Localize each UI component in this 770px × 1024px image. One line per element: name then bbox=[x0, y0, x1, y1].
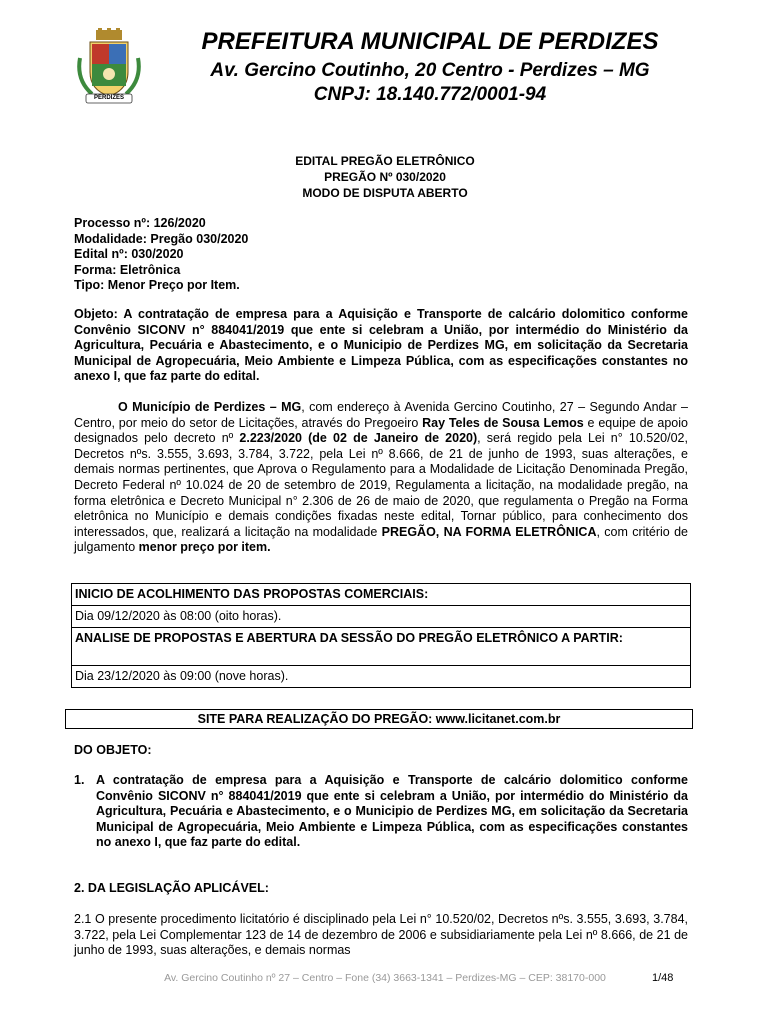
schedule-heading-1: INICIO DE ACOLHIMENTO DAS PROPOSTAS COMERCIAIS: bbox=[75, 587, 429, 601]
meta-tipo: Tipo: Menor Preço por Item. bbox=[74, 278, 240, 292]
municipio-text-3: , será regido pela Lei n° 10.520/02, Decretos nºs. 3.555, 3.693, 3.784, 3.722, pela Lei nº 8.666, de 21 de junho de 1993, suas alterações, e demais normas pertinentes, que Aprova o Regulamento para a Modalidade de Licitação Denominada Pregão, Decreto Federal nº 10.024 de 20 de setembro de 2019, Regulamenta a licitação, na modalidade pregão, na forma eletrônica e Decreto Municipal n° 2.306 de 26 de maio de 2020, que regulamenta o Pregão na Forma eletrônica no Município e demais condições fixadas neste edital, Tornar público, para conhecimento dos interessados, que, realizará a licitação na modalidade bbox=[74, 431, 688, 539]
item-1-number: 1. bbox=[74, 773, 85, 787]
schedule-heading-2: ANALISE DE PROPOSTAS E ABERTURA DA SESSÃO DO PREGÃO ELETRÔNICO A PARTIR: bbox=[75, 631, 623, 645]
meta-modalidade: Modalidade: Pregão 030/2020 bbox=[74, 231, 249, 246]
page-number: 1/48 bbox=[652, 972, 674, 984]
objeto-paragraph: Objeto: A contratação de empresa para a Aquisição e Transporte de calcário dolomitico conforme Convênio SICONV n° 884041/2019 que ente si celebram a União, por intermédio do Ministério da Agricultura, Pecuária e Abastecimento, e o Municipio de Perdizes MG, em solicitação da Secretaria Municipal de Agropecuária, Meio Ambiente e Limpeza Pública, com as especificações constantes no anexo I, que faz parte do edital. bbox=[74, 307, 688, 384]
municipio-name: O Município de Perdizes – MG bbox=[118, 400, 302, 414]
page-title: PREFEITURA MUNICIPAL DE PERDIZES bbox=[201, 28, 659, 55]
meta-processo: Processo nº: 126/2020 bbox=[74, 216, 206, 230]
process-metadata bbox=[74, 216, 248, 294]
municipio-paragraph bbox=[74, 400, 688, 556]
site-box: SITE PARA REALIZAÇÃO DO PREGÃO: www.licitanet.com.br bbox=[65, 709, 693, 729]
item-1-text: A contratação de empresa para a Aquisição e Transporte de calcário dolomitico conforme Convênio SICONV n° 884041/2019 que ente si celebram a União, por intermédio do Ministério da Agricultura, Pecuária e Abastecimento, e o Municipio de Perdizes MG, em solicitação da Secretaria Municipal de Agropecuária, Meio Ambiente e Limpeza Pública, com as especificações constantes no anexo I, que faz parte do edital. bbox=[96, 773, 688, 850]
header-address: Av. Gercino Coutinho, 20 Centro - Perdizes – MG bbox=[210, 60, 650, 81]
section-do-objeto: DO OBJETO: bbox=[74, 743, 152, 757]
schedule-value-2: Dia 23/12/2020 às 09:00 (nove horas). bbox=[75, 669, 289, 683]
decreto-ref: 2.223/2020 (de 02 de Janeiro de 2020) bbox=[239, 431, 478, 446]
edital-line-2: PREGÃO Nº 030/2020 bbox=[324, 170, 446, 184]
edital-line-1: EDITAL PREGÃO ELETRÔNICO bbox=[295, 154, 475, 168]
municipio-text-2: e equipe de apoio designados pelo decreto nº bbox=[74, 415, 688, 446]
criterio-ref: menor preço por item. bbox=[138, 540, 271, 555]
meta-edital: Edital nº: 030/2020 bbox=[74, 247, 184, 261]
municipio-text-1: , com endereço à Avenida Gercino Coutinho, 27 – Segundo Andar – Centro, por meio do setor de Licitações, através do Pregoeiro bbox=[74, 400, 688, 430]
municipio-text-4: , com critério de julgamento bbox=[74, 524, 688, 555]
edital-line-3: MODO DE DISPUTA ABERTO bbox=[302, 186, 468, 200]
schedule-value-1: Dia 09/12/2020 às 08:00 (oito horas). bbox=[75, 609, 282, 623]
paragraph-2-1: 2.1 O presente procedimento licitatório é disciplinado pela Lei n° 10.520/02, Decretos nºs. 3.555, 3.693, 3.784, 3.722, pela Lei Complementar 123 de 14 de dezembro de 2006 e subsidiariamente pela Lei nº 8.666, de 21 de junho de 1993, suas alterações, e demais normas bbox=[74, 912, 688, 958]
page-footer: Av. Gercino Coutinho nº 27 – Centro – Fone (34) 3663-1341 – Perdizes-MG – CEP: 38170-000 bbox=[164, 972, 606, 984]
pregoeiro-name: Ray Teles de Sousa Lemos bbox=[422, 415, 584, 430]
meta-forma: Forma: Eletrônica bbox=[74, 262, 181, 277]
section-legislacao: 2. DA LEGISLAÇÃO APLICÁVEL: bbox=[74, 881, 269, 895]
modalidade-ref: PREGÃO, NA FORMA ELETRÔNICA bbox=[381, 524, 597, 539]
edital-heading bbox=[0, 153, 770, 201]
header-cnpj: CNPJ: 18.140.772/0001-94 bbox=[313, 84, 547, 105]
crest-ribbon-text: PERDIZES bbox=[93, 95, 124, 101]
schedule-box bbox=[71, 583, 691, 688]
